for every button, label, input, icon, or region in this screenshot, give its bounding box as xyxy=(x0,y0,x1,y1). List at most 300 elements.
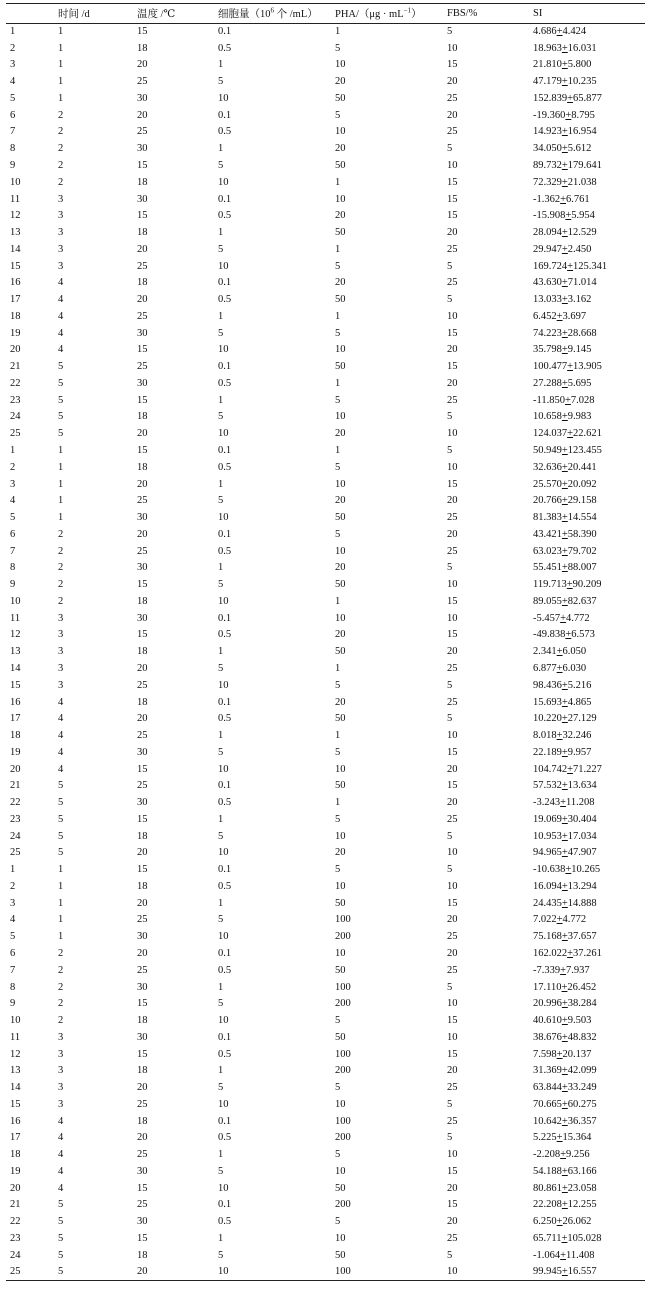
cell-si xyxy=(529,1029,645,1046)
plus-minus-sign: + xyxy=(561,143,568,155)
cell-si xyxy=(529,761,645,778)
si-mean: 94.965 xyxy=(533,847,562,859)
cell-temperature: 15 xyxy=(137,813,148,825)
cell-index: 6 xyxy=(10,947,16,959)
cell-fbs: 5 xyxy=(447,26,453,38)
cell-time: 2 xyxy=(58,595,64,607)
si-sd: 6.761 xyxy=(566,193,590,205)
si-sd: 5.612 xyxy=(567,143,592,155)
plus-minus-sign: + xyxy=(565,864,572,876)
plus-minus-sign: + xyxy=(565,109,572,121)
cell-cell-count: 1 xyxy=(218,813,224,825)
cell-cell-count: 0.5 xyxy=(218,126,232,138)
plus-minus-sign: + xyxy=(561,445,568,457)
cell-temperature: 20 xyxy=(137,947,148,959)
cell-pha: 50 xyxy=(335,1249,346,1261)
cell-time: 4 xyxy=(58,277,64,289)
cell-temperature: 30 xyxy=(137,797,148,809)
plus-minus-sign: + xyxy=(561,830,568,842)
table-row xyxy=(6,1197,645,1214)
plus-minus-sign: + xyxy=(567,260,574,272)
table-row xyxy=(6,979,645,996)
plus-minus-sign: + xyxy=(556,646,563,658)
cell-fbs: 10 xyxy=(447,612,458,624)
cell-si xyxy=(529,275,645,292)
plus-minus-sign: + xyxy=(561,243,568,255)
cell-index: 22 xyxy=(10,1216,21,1228)
plus-minus-sign: + xyxy=(561,1015,568,1027)
cell-temperature: 20 xyxy=(137,478,148,490)
cell-index: 12 xyxy=(10,629,21,641)
si-sd: 9.503 xyxy=(567,1015,592,1027)
plus-minus-sign: + xyxy=(561,746,568,758)
si-sd: 20.441 xyxy=(567,461,597,473)
si-mean: 8.018 xyxy=(533,730,557,742)
cell-temperature: 20 xyxy=(137,847,148,859)
plus-minus-sign: + xyxy=(561,42,568,54)
cell-cell-count: 0.5 xyxy=(218,1048,232,1060)
cell-si xyxy=(529,309,645,326)
cell-temperature: 25 xyxy=(137,1098,148,1110)
plus-minus-sign: + xyxy=(560,797,567,809)
table-row xyxy=(6,241,645,258)
cell-index: 5 xyxy=(10,512,16,524)
table-row xyxy=(6,1080,645,1097)
cell-index: 13 xyxy=(10,1065,21,1077)
cell-index: 20 xyxy=(10,763,21,775)
cell-si xyxy=(529,225,645,242)
cell-cell-count: 0.5 xyxy=(218,461,232,473)
cell-pha: 50 xyxy=(335,964,346,976)
cell-cell-count: 0.5 xyxy=(218,713,232,725)
cell-si xyxy=(529,325,645,342)
cell-fbs: 5 xyxy=(447,713,453,725)
plus-minus-sign: + xyxy=(556,914,563,926)
cell-pha: 20 xyxy=(335,277,346,289)
cell-index: 17 xyxy=(10,294,21,306)
cell-pha: 20 xyxy=(335,629,346,641)
si-mean: 40.610 xyxy=(533,1015,562,1027)
cell-si xyxy=(529,795,645,812)
si-mean: 28.094 xyxy=(533,227,562,239)
cell-fbs: 15 xyxy=(447,210,458,222)
cell-si xyxy=(529,342,645,359)
cell-temperature: 20 xyxy=(137,1132,148,1144)
cell-index: 11 xyxy=(10,193,21,205)
si-mean: 27.288 xyxy=(533,377,562,389)
cell-cell-count: 1 xyxy=(218,310,224,322)
si-mean: -19.360 xyxy=(533,109,566,121)
cell-temperature: 20 xyxy=(137,897,148,909)
cell-index: 18 xyxy=(10,1149,21,1161)
cell-index: 15 xyxy=(10,1098,21,1110)
cell-pha: 10 xyxy=(335,126,346,138)
cell-cell-count: 0.1 xyxy=(218,612,232,624)
si-mean: 65.711 xyxy=(533,1233,562,1244)
cell-time: 1 xyxy=(58,59,64,71)
cell-time: 3 xyxy=(58,260,64,272)
cell-temperature: 20 xyxy=(137,528,148,540)
cell-pha: 1 xyxy=(335,310,341,322)
table-row xyxy=(6,124,645,141)
cell-cell-count: 0.1 xyxy=(218,26,232,38)
cell-pha: 200 xyxy=(335,1065,351,1077)
cell-index: 9 xyxy=(10,579,16,591)
cell-time: 4 xyxy=(58,730,64,742)
cell-pha: 10 xyxy=(335,478,346,490)
cell-temperature: 18 xyxy=(137,461,148,473)
table-row xyxy=(6,1164,645,1181)
table-row xyxy=(6,728,645,745)
table-row xyxy=(6,1231,645,1248)
si-mean: 10.642 xyxy=(533,1115,562,1127)
cell-temperature: 25 xyxy=(137,1199,148,1211)
cell-fbs: 5 xyxy=(447,562,453,574)
cell-index: 8 xyxy=(10,562,16,574)
cell-pha: 10 xyxy=(335,545,346,557)
cell-cell-count: 1 xyxy=(218,1233,224,1244)
cell-pha: 5 xyxy=(335,327,341,339)
table-row xyxy=(6,493,645,510)
cell-index: 21 xyxy=(10,361,21,373)
plus-minus-sign: + xyxy=(556,1048,563,1060)
plus-minus-sign: + xyxy=(561,880,568,892)
plus-minus-sign: + xyxy=(561,1199,568,1211)
si-mean: -1.362 xyxy=(533,193,561,205)
cell-pha: 50 xyxy=(335,361,346,373)
si-mean: 29.947 xyxy=(533,243,562,255)
cell-index: 23 xyxy=(10,394,21,406)
cell-fbs: 5 xyxy=(447,1249,453,1261)
cell-temperature: 25 xyxy=(137,495,148,507)
cell-cell-count: 0.5 xyxy=(218,377,232,389)
cell-si xyxy=(529,493,645,510)
table-row xyxy=(6,795,645,812)
cell-time: 4 xyxy=(58,1132,64,1144)
si-sd: 2.450 xyxy=(567,243,592,255)
cell-fbs: 25 xyxy=(447,512,458,524)
plus-minus-sign: + xyxy=(564,394,571,406)
cell-cell-count: 10 xyxy=(218,428,229,440)
cell-temperature: 25 xyxy=(137,545,148,557)
cell-cell-count: 5 xyxy=(218,1165,224,1177)
table-row xyxy=(6,392,645,409)
cell-index: 13 xyxy=(10,227,21,239)
cell-fbs: 25 xyxy=(447,931,458,943)
cell-time: 3 xyxy=(58,662,64,674)
table-row xyxy=(6,577,645,594)
cell-si xyxy=(529,845,645,862)
cell-si xyxy=(529,560,645,577)
cell-temperature: 30 xyxy=(137,377,148,389)
plus-minus-sign: + xyxy=(561,176,568,188)
cell-index: 7 xyxy=(10,545,16,557)
si-mean: 119.713 xyxy=(533,579,567,591)
cell-cell-count: 1 xyxy=(218,478,224,490)
table-row xyxy=(6,510,645,527)
si-mean: 152.839 xyxy=(533,92,568,104)
cell-fbs: 20 xyxy=(447,227,458,239)
si-sd: 13.294 xyxy=(567,880,597,892)
cell-index: 24 xyxy=(10,411,21,423)
plus-minus-sign: + xyxy=(561,897,568,909)
cell-si xyxy=(529,91,645,108)
cell-pha: 5 xyxy=(335,461,341,473)
cell-pha: 5 xyxy=(335,864,341,876)
cell-cell-count: 1 xyxy=(218,1149,224,1161)
cell-pha: 5 xyxy=(335,1216,341,1228)
cell-si xyxy=(529,510,645,527)
cell-index: 15 xyxy=(10,260,21,272)
header-row xyxy=(6,4,645,24)
cell-fbs: 10 xyxy=(447,461,458,473)
cell-time: 2 xyxy=(58,981,64,993)
cell-temperature: 18 xyxy=(137,1115,148,1127)
cell-time: 2 xyxy=(58,109,64,121)
plus-minus-sign: + xyxy=(561,478,568,490)
cell-index: 7 xyxy=(10,964,16,976)
cell-cell-count: 10 xyxy=(218,512,229,524)
si-mean: -10.638 xyxy=(533,864,566,876)
cell-time: 5 xyxy=(58,428,64,440)
cell-pha: 5 xyxy=(335,260,341,272)
si-mean: 63.844 xyxy=(533,1082,562,1094)
cell-temperature: 15 xyxy=(137,763,148,775)
plus-minus-sign: + xyxy=(561,981,568,993)
cell-si xyxy=(529,459,645,476)
cell-cell-count: 1 xyxy=(218,646,224,658)
cell-temperature: 18 xyxy=(137,1249,148,1261)
table-row xyxy=(6,174,645,191)
cell-temperature: 25 xyxy=(137,780,148,792)
cell-fbs: 5 xyxy=(447,143,453,155)
cell-temperature: 15 xyxy=(137,579,148,591)
cell-cell-count: 0.5 xyxy=(218,964,232,976)
cell-si xyxy=(529,912,645,929)
cell-temperature: 20 xyxy=(137,59,148,71)
cell-fbs: 25 xyxy=(447,277,458,289)
cell-index: 4 xyxy=(10,495,16,507)
cell-pha: 100 xyxy=(335,1048,351,1060)
si-mean: -1.064 xyxy=(533,1249,561,1261)
plus-minus-sign: + xyxy=(561,344,568,356)
si-mean: 4.686 xyxy=(533,26,557,38)
cell-cell-count: 0.1 xyxy=(218,361,232,373)
table-row xyxy=(6,409,645,426)
si-sd: 26.452 xyxy=(567,981,597,993)
table-row xyxy=(6,1046,645,1063)
table-row xyxy=(6,1264,645,1281)
table-row xyxy=(6,275,645,292)
table-row xyxy=(6,158,645,175)
cell-temperature: 25 xyxy=(137,310,148,322)
plus-minus-sign: + xyxy=(561,411,568,423)
cell-pha: 100 xyxy=(331,1264,443,1281)
cell-temperature: 15 xyxy=(137,1182,148,1194)
cell-temperature: 30 xyxy=(137,981,148,993)
cell-si xyxy=(529,24,645,41)
si-mean: 32.636 xyxy=(533,461,562,473)
table-row xyxy=(6,778,645,795)
cell-time: 2 xyxy=(58,579,64,591)
cell-cell-count: 1 xyxy=(218,981,224,993)
plus-minus-sign: + xyxy=(561,713,568,725)
cell-time: 3 xyxy=(58,193,64,205)
cell-index: 16 xyxy=(10,1115,21,1127)
cell-temperature: 15 xyxy=(137,394,148,406)
plus-minus-sign: + xyxy=(561,1233,568,1244)
cell-cell-count: 0.5 xyxy=(218,629,232,641)
cell-si xyxy=(529,728,645,745)
plus-minus-sign: + xyxy=(565,210,572,222)
cell-fbs: 10 xyxy=(447,1031,458,1043)
cell-cell-count: 5 xyxy=(218,160,224,171)
cell-cell-count: 0.5 xyxy=(218,1132,232,1144)
header-time: 时间 /d xyxy=(54,4,133,24)
cell-index: 21 xyxy=(10,780,21,792)
si-mean: -7.339 xyxy=(533,964,561,976)
cell-time: 5 xyxy=(58,361,64,373)
plus-minus-sign: + xyxy=(561,1082,568,1094)
cell-fbs: 20 xyxy=(447,76,458,88)
si-mean: 10.953 xyxy=(533,830,562,842)
cell-index: 3 xyxy=(10,478,16,490)
cell-pha: 10 xyxy=(335,59,346,71)
table-row xyxy=(6,996,645,1013)
cell-si xyxy=(529,1264,645,1281)
cell-cell-count: 0.5 xyxy=(218,797,232,809)
si-mean: 89.732 xyxy=(533,160,562,171)
cell-pha: 100 xyxy=(335,914,351,926)
cell-si xyxy=(529,124,645,141)
table-row xyxy=(6,141,645,158)
cell-index: 18 xyxy=(10,730,21,742)
cell-time: 1 xyxy=(58,864,64,876)
si-sd: 42.099 xyxy=(567,1065,597,1077)
cell-temperature: 25 xyxy=(137,126,148,138)
plus-minus-sign: + xyxy=(561,1031,568,1043)
cell-index: 18 xyxy=(10,310,21,322)
table-row xyxy=(6,1013,645,1030)
cell-temperature: 18 xyxy=(137,646,148,658)
cell-fbs: 25 xyxy=(447,92,458,104)
header-pha xyxy=(331,4,443,24)
cell-si xyxy=(529,208,645,225)
cell-fbs: 20 xyxy=(447,344,458,356)
table-row xyxy=(6,1113,645,1130)
cell-fbs: 20 xyxy=(447,495,458,507)
si-sd: 16.031 xyxy=(567,42,597,54)
cell-si xyxy=(529,241,645,258)
cell-temperature: 18 xyxy=(137,176,148,188)
si-sd: 9.145 xyxy=(567,344,592,356)
cell-index: 20 xyxy=(10,1182,21,1194)
cell-temperature: 25 xyxy=(137,964,148,976)
cell-temperature: 18 xyxy=(137,830,148,842)
cell-time: 3 xyxy=(58,210,64,222)
plus-minus-sign: + xyxy=(561,780,568,792)
si-mean: 104.742 xyxy=(533,763,568,775)
cell-cell-count: 10 xyxy=(218,1182,229,1194)
cell-cell-count: 0.5 xyxy=(218,545,232,557)
plus-minus-sign: + xyxy=(561,1098,568,1110)
cell-si xyxy=(529,577,645,594)
cell-temperature: 20 xyxy=(137,109,148,121)
cell-fbs: 15 xyxy=(447,780,458,792)
cell-fbs: 15 xyxy=(447,176,458,188)
cell-pha: 50 xyxy=(335,897,346,909)
si-sd: 22.621 xyxy=(573,428,602,440)
table-row xyxy=(6,811,645,828)
cell-time: 4 xyxy=(58,310,64,322)
cell-fbs: 10 xyxy=(447,579,458,591)
cell-cell-count: 5 xyxy=(218,1249,224,1261)
cell-index: 21 xyxy=(10,1199,21,1211)
cell-cell-count: 5 xyxy=(218,998,224,1010)
si-sd: 88.007 xyxy=(567,562,597,574)
cell-fbs: 25 xyxy=(447,243,458,255)
cell-pha: 10 xyxy=(335,1233,346,1244)
cell-index: 6 xyxy=(10,528,16,540)
cell-index: 1 xyxy=(10,445,16,457)
cell-temperature: 30 xyxy=(137,143,148,155)
cell-time: 3 xyxy=(58,243,64,255)
cell-pha: 50 xyxy=(335,227,346,239)
si-mean: 35.798 xyxy=(533,344,562,356)
cell-cell-count: 0.5 xyxy=(218,42,232,54)
cell-time: 4 xyxy=(58,746,64,758)
cell-index: 7 xyxy=(10,126,16,138)
si-sd: 4.772 xyxy=(566,612,590,624)
table-row xyxy=(6,761,645,778)
cell-temperature: 25 xyxy=(137,76,148,88)
cell-cell-count: 1 xyxy=(218,1065,224,1077)
cell-si xyxy=(529,1013,645,1030)
cell-si xyxy=(529,1113,645,1130)
si-sd: 90.209 xyxy=(572,579,602,591)
cell-time: 2 xyxy=(58,176,64,188)
cell-cell-count: 10 xyxy=(218,931,229,943)
cell-cell-count: 10 xyxy=(214,1264,331,1281)
si-sd: 179.641 xyxy=(567,160,602,171)
header-pha-exponent: −1 xyxy=(403,6,412,15)
cell-fbs: 20 xyxy=(447,528,458,540)
cell-si xyxy=(529,1231,645,1248)
cell-pha: 50 xyxy=(335,92,346,104)
cell-index: 6 xyxy=(10,109,16,121)
si-sd: 48.832 xyxy=(567,1031,597,1043)
table-row xyxy=(6,292,645,309)
table-row xyxy=(6,1029,645,1046)
cell-time: 1 xyxy=(58,76,64,88)
cell-fbs: 15 xyxy=(447,193,458,205)
cell-time: 3 xyxy=(58,1098,64,1110)
cell-cell-count: 5 xyxy=(218,830,224,842)
cell-time: 5 xyxy=(58,394,64,406)
plus-minus-sign: + xyxy=(560,1149,567,1161)
cell-cell-count: 10 xyxy=(218,763,229,775)
plus-minus-sign: + xyxy=(561,595,568,607)
cell-fbs: 15 xyxy=(447,1165,458,1177)
table-row xyxy=(6,610,645,627)
cell-time: 2 xyxy=(58,143,64,155)
plus-minus-sign: + xyxy=(556,26,563,38)
si-mean: 98.436 xyxy=(533,679,562,691)
cell-index: 14 xyxy=(10,1082,21,1094)
cell-pha: 20 xyxy=(335,562,346,574)
cell-fbs: 5 xyxy=(447,830,453,842)
cell-time: 1 xyxy=(58,445,64,457)
